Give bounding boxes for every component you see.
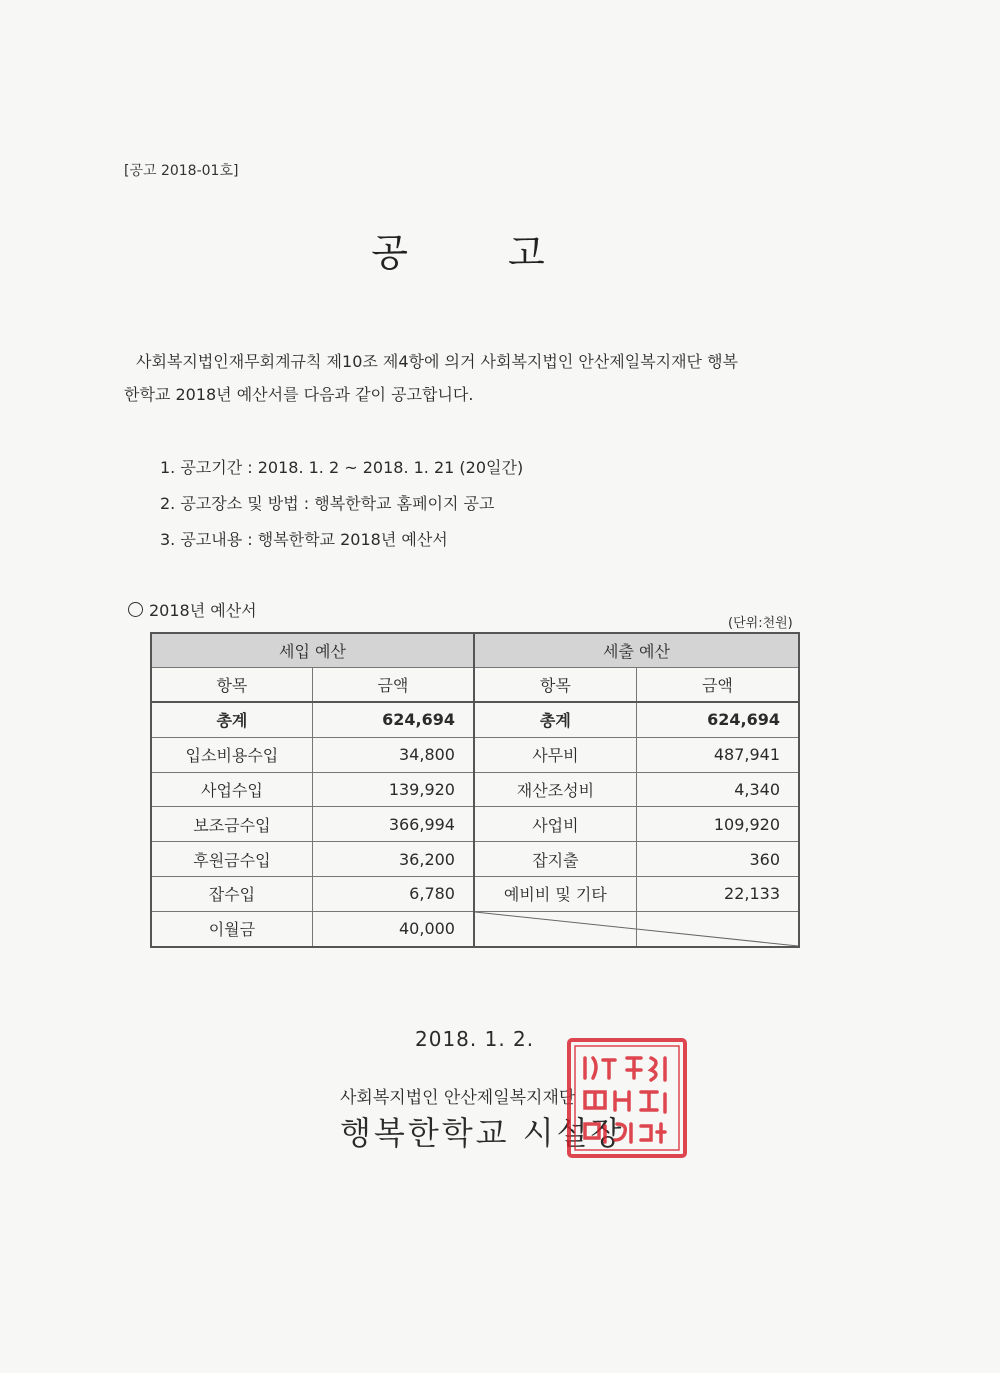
revenue-name: 이월금: [151, 911, 312, 947]
table-row: [151, 876, 799, 911]
expense-header: 세출 예산: [474, 633, 799, 668]
table-column-header-row: [151, 668, 799, 703]
revenue-name: 보조금수입: [151, 807, 312, 842]
expense-item-header: 항목: [474, 668, 636, 703]
expense-amount: 4,340: [636, 772, 799, 807]
intro-paragraph: [124, 345, 844, 411]
expense-name: 사업비: [474, 807, 636, 842]
expense-name: 총계: [474, 702, 636, 737]
expense-amount: 360: [636, 842, 799, 877]
official-seal-icon: [565, 1036, 689, 1160]
revenue-amount: 36,200: [312, 842, 474, 877]
table-row-total: [151, 702, 799, 737]
circle-bullet-icon: [128, 602, 143, 617]
notice-items: [160, 455, 523, 563]
notice-date: 2018. 1. 2.: [415, 1027, 535, 1051]
table-row: [151, 842, 799, 877]
notice-item-place: 2. 공고장소 및 방법 : 행복한학교 홈페이지 공고: [160, 494, 495, 513]
expense-name: 재산조성비: [474, 772, 636, 807]
expense-name: 예비비 및 기타: [474, 876, 636, 911]
revenue-amount: 40,000: [312, 911, 474, 947]
document-title: 공 고: [371, 231, 589, 275]
table-row: [151, 807, 799, 842]
diagonal-slash-icon: [475, 912, 798, 946]
revenue-amount: 624,694: [312, 702, 474, 737]
unit-label: (단위:천원): [728, 616, 793, 631]
budget-heading: [128, 598, 257, 621]
intro-line-2: 한학교 2018년 예산서를 다음과 같이 공고합니다.: [124, 385, 474, 404]
revenue-name: 사업수입: [151, 772, 312, 807]
expense-name: 사무비: [474, 737, 636, 772]
empty-slashed-cell: [474, 911, 799, 947]
expense-amount-header: 금액: [636, 668, 799, 703]
budget-heading-text: 2018년 예산서: [149, 601, 257, 620]
notice-number: [공고 2018-01호]: [124, 163, 239, 179]
revenue-amount-header: 금액: [312, 668, 474, 703]
revenue-amount: 139,920: [312, 772, 474, 807]
revenue-amount: 6,780: [312, 876, 474, 911]
revenue-amount: 366,994: [312, 807, 474, 842]
expense-amount: 109,920: [636, 807, 799, 842]
revenue-item-header: 항목: [151, 668, 312, 703]
expense-name: 잡지출: [474, 842, 636, 877]
table-row: [151, 737, 799, 772]
notice-item-period: 1. 공고기간 : 2018. 1. 2 ~ 2018. 1. 21 (20일간): [160, 458, 524, 477]
revenue-name: 잡수입: [151, 876, 312, 911]
revenue-name: 총계: [151, 702, 312, 737]
expense-amount: 487,941: [636, 737, 799, 772]
budget-table: [150, 632, 800, 948]
notice-item-content: 3. 공고내용 : 행복한학교 2018년 예산서: [160, 530, 448, 549]
expense-amount: 624,694: [636, 702, 799, 737]
expense-amount: 22,133: [636, 876, 799, 911]
revenue-header: 세입 예산: [151, 633, 474, 668]
intro-line-1: 사회복지법인재무회계규칙 제10조 제4항에 의거 사회복지법인 안산제일복지재단 행복: [136, 352, 739, 371]
signatory-title: 행복한학교 시설장: [340, 1114, 625, 1152]
table-row: [151, 772, 799, 807]
organization-name: 사회복지법인 안산제일복지재단: [340, 1088, 576, 1108]
revenue-amount: 34,800: [312, 737, 474, 772]
table-group-header-row: [151, 633, 799, 668]
revenue-name: 후원금수입: [151, 842, 312, 877]
table-row: [151, 911, 799, 947]
revenue-name: 입소비용수입: [151, 737, 312, 772]
